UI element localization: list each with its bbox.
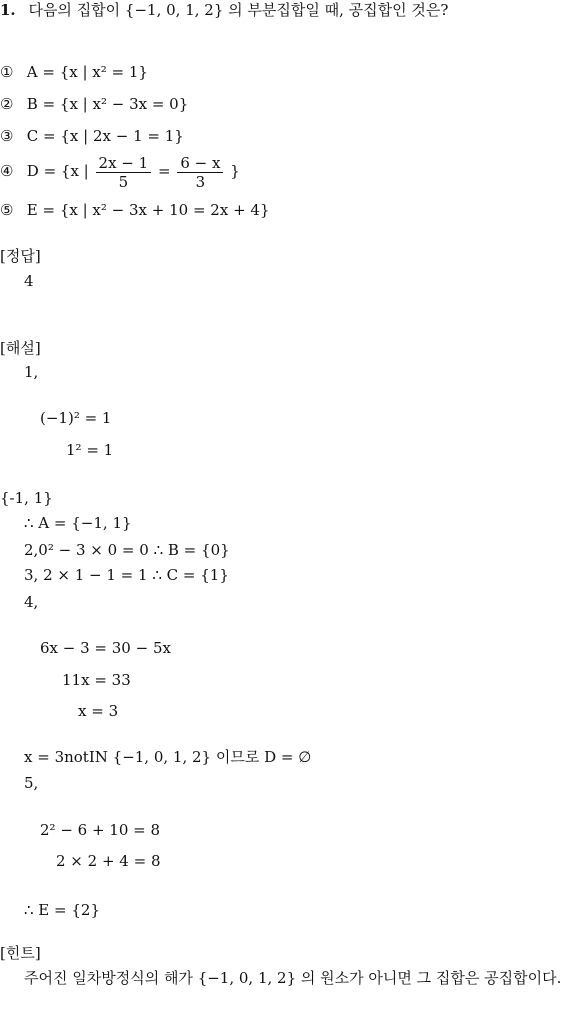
option-3: [0, 126, 184, 146]
explanation-line: 11x = 33: [62, 671, 131, 689]
option-3-expr: C = {x | 2x − 1 = 1}: [26, 127, 184, 145]
explanation-line: 1,: [24, 363, 39, 381]
explanation-line: 5,: [24, 774, 39, 792]
option-1-expr: A = {x | x² = 1}: [26, 63, 148, 81]
explanation-line: 2² − 6 + 10 = 8: [40, 821, 161, 839]
option-1-mark: ①: [0, 63, 14, 81]
option-4-fraction-2-denominator: 3: [195, 172, 206, 191]
explanation-line: {-1, 1}: [0, 489, 53, 507]
option-5-expr: E = {x | x² − 3x + 10 = 2x + 4}: [26, 201, 270, 219]
option-2-expr: B = {x | x² − 3x = 0}: [26, 95, 189, 113]
option-4-fraction-1-numerator: 2x − 1: [96, 154, 152, 173]
option-4: [0, 152, 240, 191]
explanation-line: x = 3: [78, 702, 119, 720]
explanation-label: [해설]: [0, 339, 41, 357]
option-4-fraction-2: [177, 154, 223, 191]
option-4-prefix: D = {x |: [26, 162, 89, 180]
explanation-line: ∴ E = {2}: [24, 901, 100, 919]
question-text: 다음의 집합이 {−1, 0, 1, 2} 의 부분집합일 때, 공집합인 것은?: [28, 1, 449, 19]
option-4-equals: =: [157, 162, 171, 180]
option-3-mark: ③: [0, 127, 14, 145]
explanation-line: ∴ A = {−1, 1}: [24, 514, 132, 532]
option-4-mark: ④: [0, 162, 14, 180]
option-4-suffix: }: [230, 162, 240, 180]
option-2-mark: ②: [0, 95, 14, 113]
option-4-fraction-1-denominator: 5: [118, 172, 129, 191]
option-4-fraction-1: [96, 154, 152, 191]
option-4-fraction-2-numerator: 6 − x: [177, 154, 223, 173]
answer-label: [정답]: [0, 247, 41, 265]
option-1: [0, 62, 148, 82]
question-number: 1.: [0, 1, 16, 19]
question-line: [0, 0, 448, 20]
explanation-line: 1² = 1: [66, 441, 114, 459]
explanation-line: 3, 2 × 1 − 1 = 1 ∴ C = {1}: [24, 566, 229, 584]
option-2: [0, 94, 188, 114]
hint-text: 주어진 일차방정식의 해가 {−1, 0, 1, 2} 의 원소가 아니면 그 집합은 공집합이다.: [24, 969, 562, 987]
explanation-line: (−1)² = 1: [40, 409, 112, 427]
explanation-line: 2,0² − 3 × 0 = 0 ∴ B = {0}: [24, 541, 230, 559]
option-5: [0, 200, 270, 220]
explanation-line: 2 × 2 + 4 = 8: [56, 852, 161, 870]
explanation-line: 4,: [24, 593, 39, 611]
hint-label: [힌트]: [0, 944, 41, 962]
answer-value: 4: [24, 272, 34, 290]
explanation-line: x = 3notIN {−1, 0, 1, 2} 이므로 D = ∅: [24, 748, 312, 766]
option-5-mark: ⑤: [0, 201, 14, 219]
explanation-line: 6x − 3 = 30 − 5x: [40, 639, 171, 657]
